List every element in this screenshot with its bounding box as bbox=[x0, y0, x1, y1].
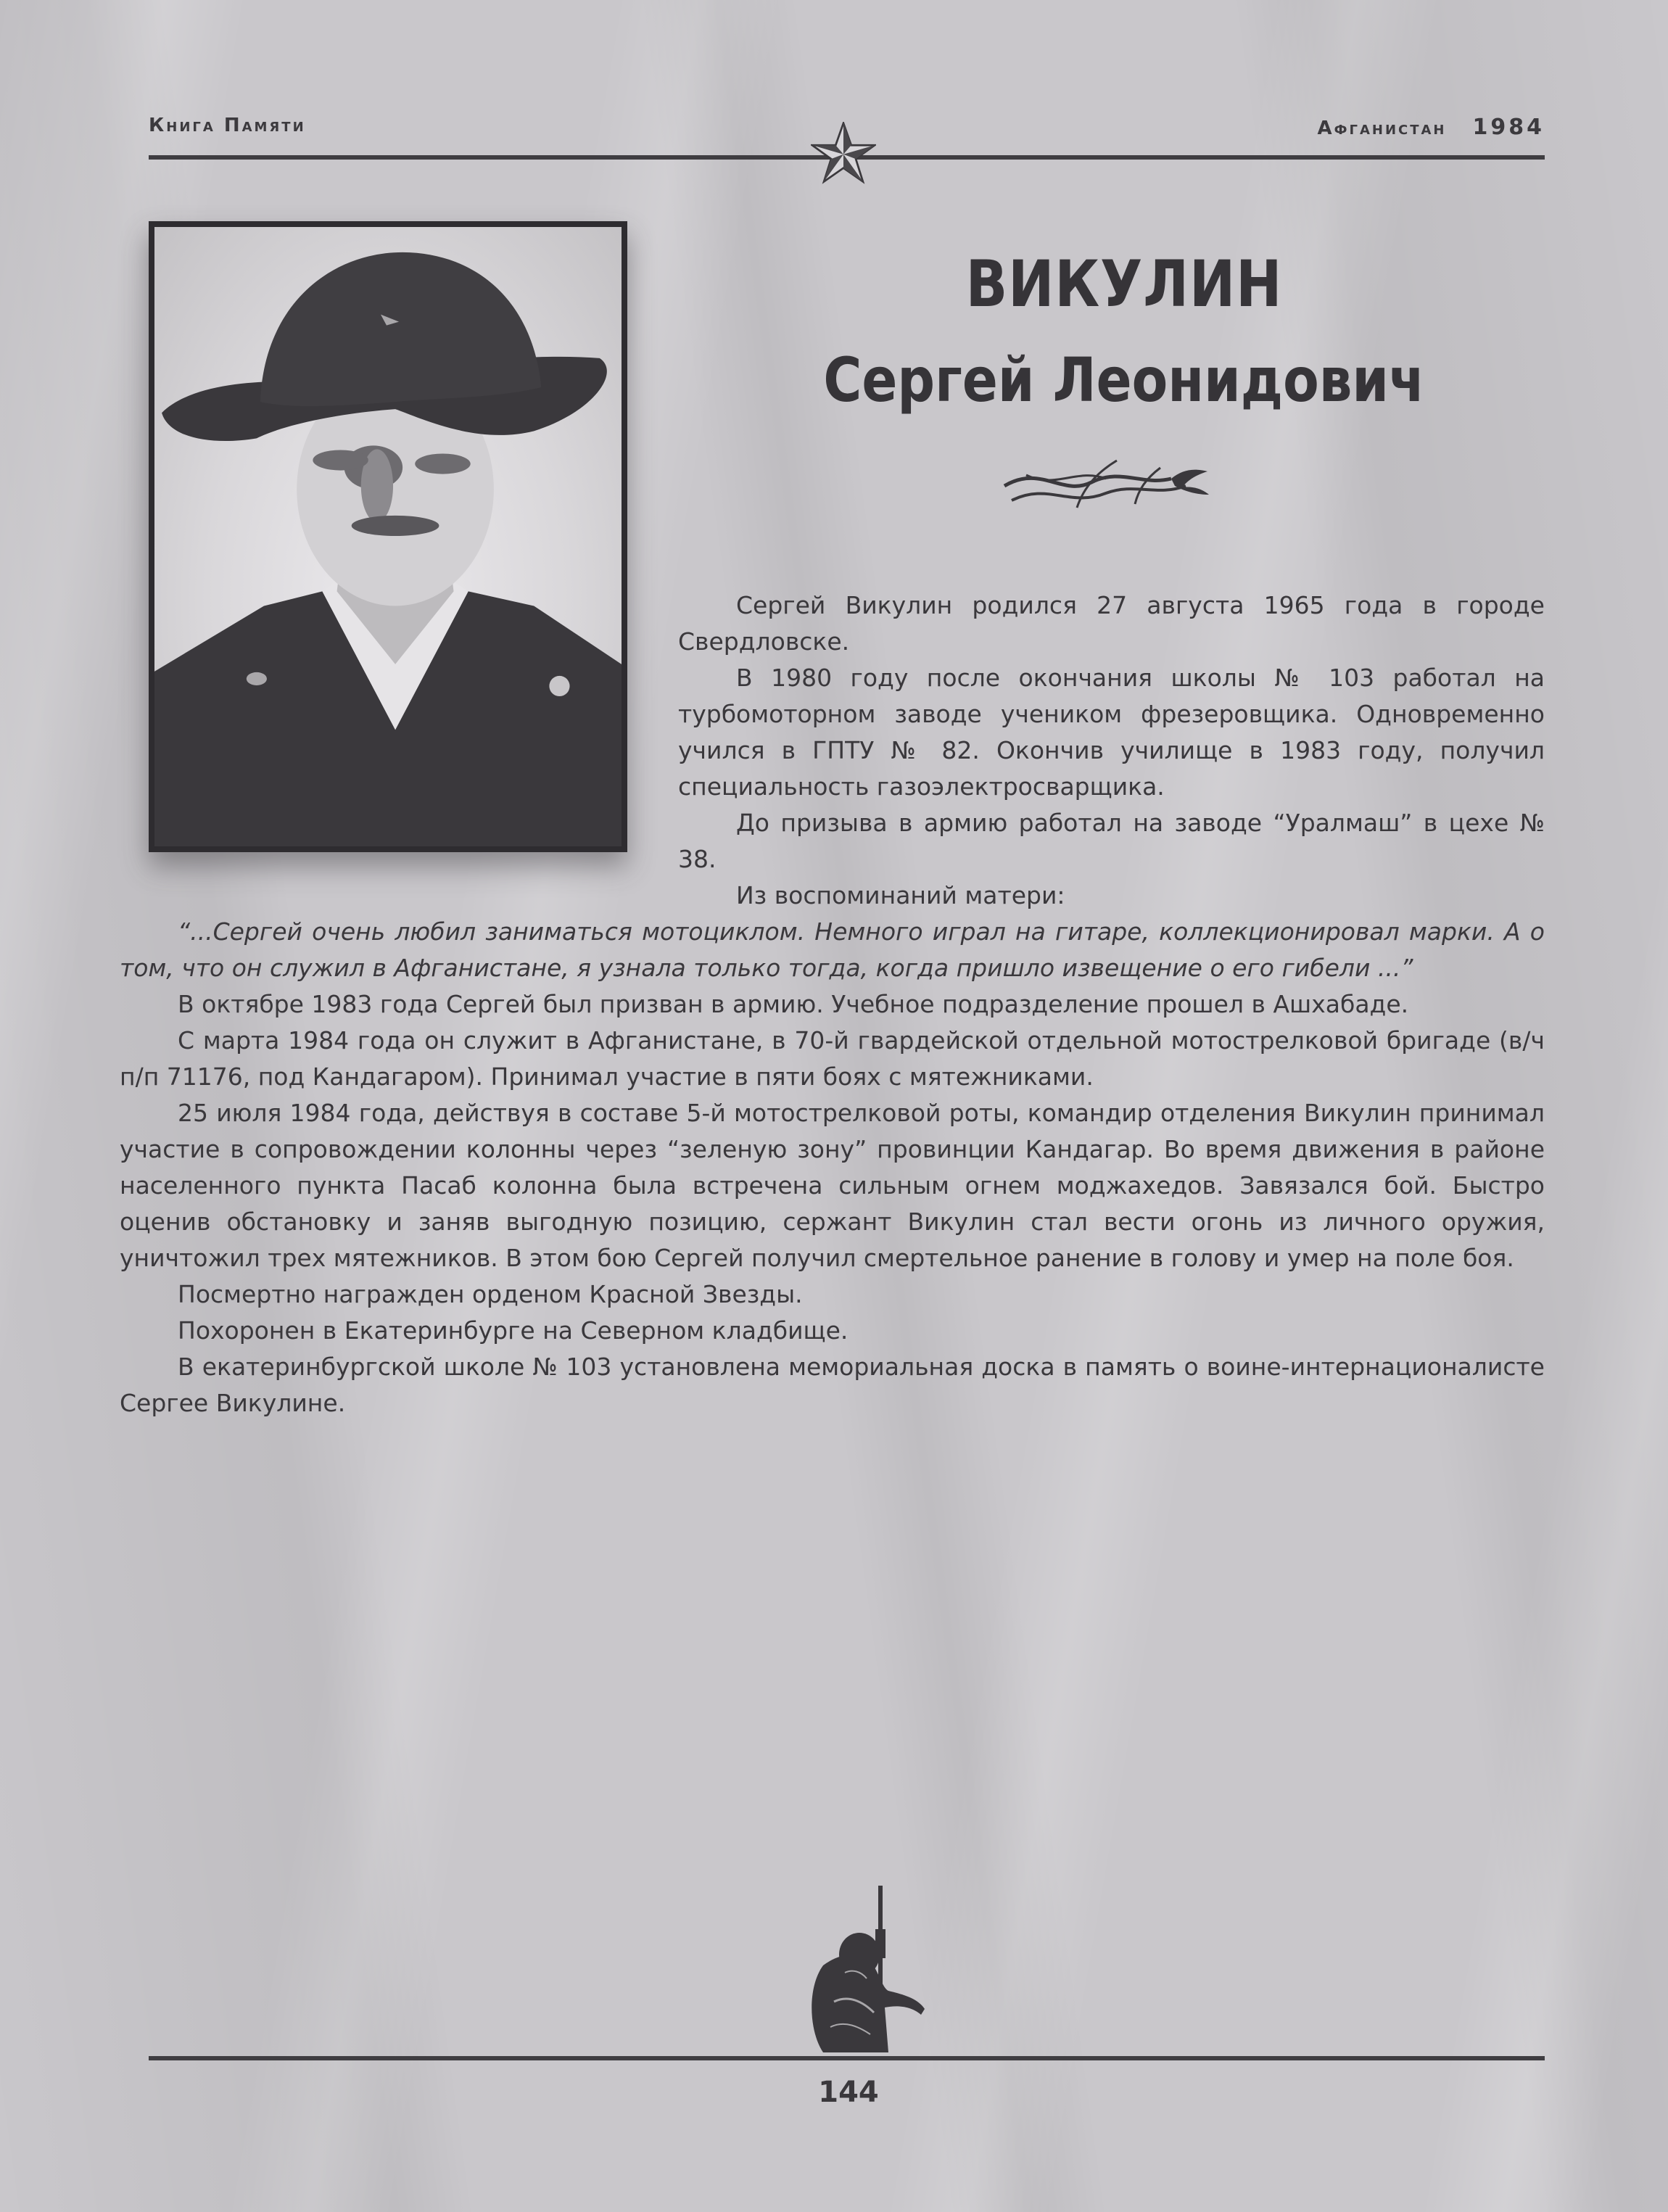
mother-quote: “...Сергей очень любил заниматься мотоциклом. Немного играл на гитаре, коллекционировал марки. А о том, что он служил в Афганистане, я узнала только тогда, когда пришло извещение о его гибели ...” bbox=[120, 917, 1545, 982]
title-area-spacer bbox=[1544, 221, 1545, 587]
bio-paragraph: Сергей Викулин родился 27 августа 1965 года в городе Свердловске. bbox=[678, 591, 1545, 656]
portrait-photo-frame bbox=[149, 221, 627, 852]
person-surname: ВИКУЛИН bbox=[965, 247, 1283, 321]
bio-paragraph: Из воспоминаний матери: bbox=[736, 881, 1065, 909]
running-head-year: 1984 bbox=[1472, 115, 1545, 140]
person-given-names: Сергей Леонидович bbox=[823, 344, 1425, 416]
bio-paragraph: Посмертно награжден орденом Красной Звезды. bbox=[178, 1280, 803, 1308]
portrait-silhouette-icon bbox=[154, 227, 622, 846]
bio-paragraph: В 1980 году после окончания школы № 103 работал на турбомоторном заводе учеником фрезеровщика. Одновременно учился в ГПТУ № 82. Окончив училище в 1983 году, получил специальность газоэлектросварщика. bbox=[678, 664, 1545, 801]
bio-paragraph: С марта 1984 года он служит в Афганистане, в 70-й гвардейской отдельной мотострелковой бригаде (в/ч п/п 71176, под Кандагаром). Принимал участие в пяти боях с мятежниками. bbox=[120, 1026, 1545, 1091]
kneeling-soldier-icon bbox=[780, 1886, 925, 2060]
running-head-book-title: Книга Памяти bbox=[149, 115, 306, 136]
star-icon bbox=[811, 122, 876, 184]
biography bbox=[120, 221, 1545, 1421]
running-head-section-label: Афганистан bbox=[1317, 117, 1447, 139]
bio-paragraph: 25 июля 1984 года, действуя в составе 5-й мотострелковой роты, командир отделения Викулин принимал участие в сопровождении колонны через “зеленую зону” провинции Кандагар. Во время движения в районе населенного пункта Пасаб колонна была встречена сильным огнем моджахедов. Завязался бой. Быстро оценив обстановку и заняв выгодную позицию, сержант Викулин стал вести огонь из личного оружия, уничтожил трех мятежников. В этом бою Сергей получил смертельное ранение в голову и умер на поле боя. bbox=[120, 1099, 1545, 1272]
bio-paragraph: До призыва в армию работал на заводе “Уралмаш” в цехе № 38. bbox=[678, 809, 1545, 873]
footer-rule bbox=[149, 2056, 1545, 2060]
bio-paragraph: В екатеринбургской школе № 103 установлена мемориальная доска в память о воине-интернационалисте Сергее Викулине. bbox=[120, 1353, 1545, 1417]
page-number: 144 bbox=[818, 2076, 879, 2109]
bio-paragraph: Похоронен в Екатеринбурге на Северном кладбище. bbox=[178, 1316, 849, 1345]
portrait-photo bbox=[154, 227, 622, 846]
running-head-section bbox=[1318, 115, 1545, 140]
bio-paragraph: В октябре 1983 года Сергей был призван в армию. Учебное подразделение прошел в Ашхабаде. bbox=[178, 990, 1409, 1018]
